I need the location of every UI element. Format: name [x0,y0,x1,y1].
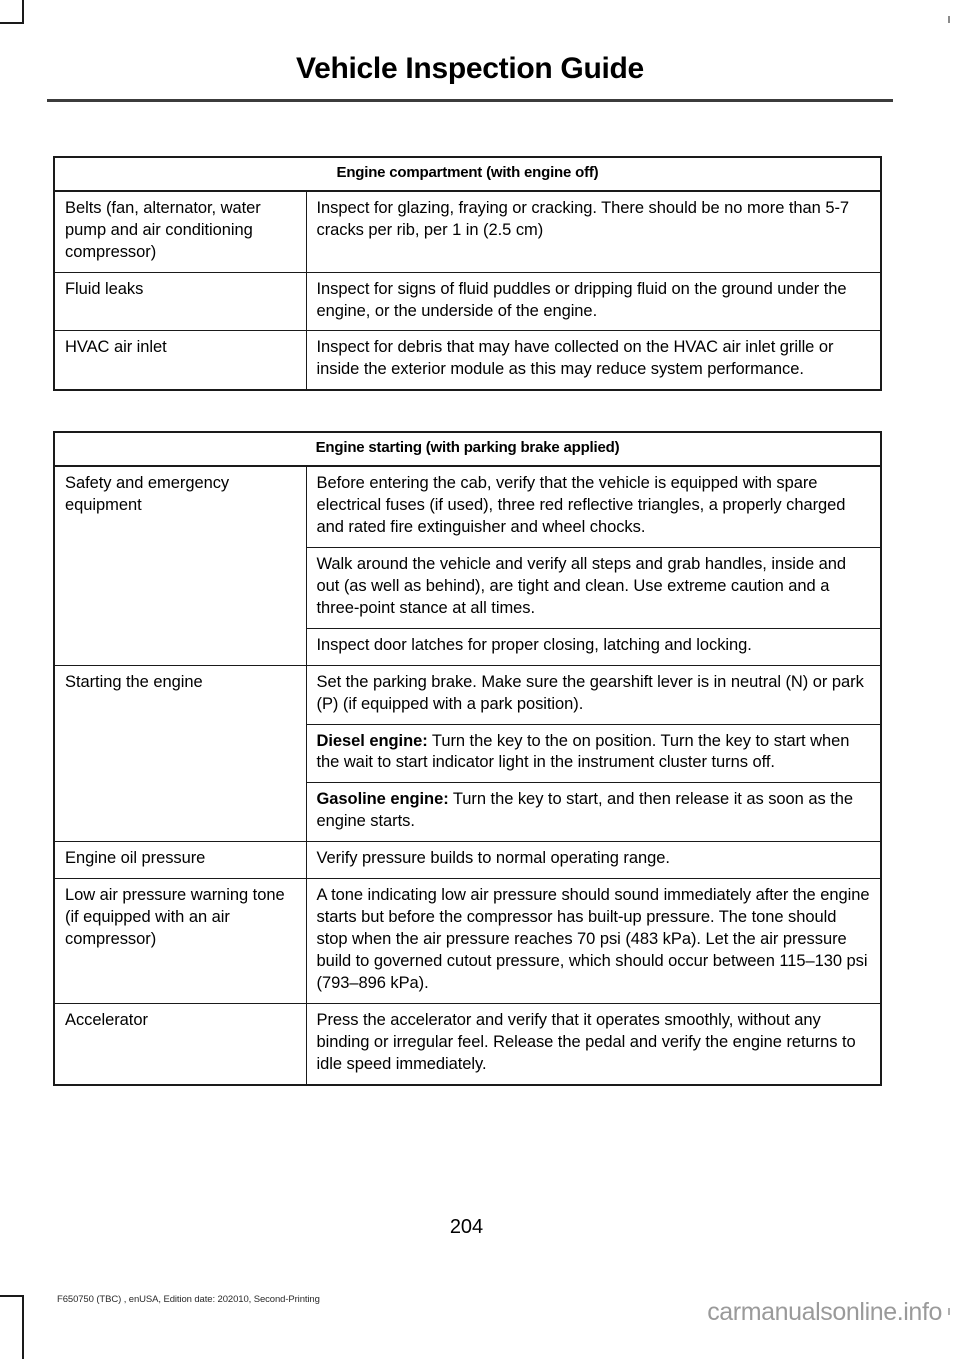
page-number: 204 [449,1216,484,1238]
crop-mark-top-right [948,16,950,23]
table-row [54,879,881,1004]
description-text: Turn the key to start, and then release it as soon as the engine starts. [316,790,853,831]
inspection-table [53,156,882,391]
description-text: Turn the key to the on position. Turn the key to start when the wait to start indicator light in the instrument cluster turns off. [316,731,850,772]
table-row [54,331,881,390]
inspection-item-description: Verify pressure builds to normal operating range. [306,842,881,879]
header-divider [47,99,893,102]
inspection-item-label: Starting the engine [54,665,306,842]
table-row [54,842,881,879]
inspection-tables-container [53,156,880,1086]
inspection-table [53,431,882,1085]
document-metadata: F650750 (TBC) , enUSA, Edition date: 202010, Second-Printing [57,1294,320,1305]
table-section-heading: Engine compartment (with engine off) [54,157,881,191]
crop-mark-top-left [0,0,24,24]
table-row [54,665,881,724]
table-section-heading: Engine starting (with parking brake applied) [54,432,881,466]
crop-mark-bottom-right [948,1308,950,1315]
table-row [54,1003,881,1084]
table-row [54,272,881,331]
inspection-item-label: Accelerator [54,1003,306,1084]
table-heading-row [54,432,881,466]
inspection-item-label: Engine oil pressure [54,842,306,879]
inspection-item-description: Walk around the vehicle and verify all steps and grab handles, inside and out (as well as behind), are tight and clean. Use extreme caution and a three-point stance at all times. [306,547,881,628]
inspection-item-label: Low air pressure warning tone (if equipped with an air compressor) [54,879,306,1004]
inspection-item-description: A tone indicating low air pressure should sound immediately after the engine starts but before the compressor has built-up pressure. The tone should stop when the air pressure reaches 70 psi (483 kPa). Let the air pressure build to governed cutout pressure, which should occur between 115–130 psi (793–896 kPa). [306,879,881,1004]
inspection-item-label: Fluid leaks [54,272,306,331]
description-lead-in: Gasoline engine: [316,790,449,809]
inspection-item-description: Inspect for glazing, fraying or cracking. There should be no more than 5-7 cracks per rib, per 1 in (2.5 cm) [306,191,881,272]
inspection-item-description [306,724,881,783]
table-row [54,466,881,547]
table-heading-row [54,157,881,191]
inspection-item-description: Inspect door latches for proper closing, latching and locking. [306,628,881,665]
inspection-item-label: Belts (fan, alternator, water pump and air conditioning compressor) [54,191,306,272]
inspection-item-description [306,783,881,842]
inspection-item-label: Safety and emergency equipment [54,466,306,665]
inspection-item-description: Set the parking brake. Make sure the gearshift lever is in neutral (N) or park (P) (if equipped with a park position). [306,665,881,724]
inspection-item-description: Press the accelerator and verify that it operates smoothly, without any binding or irregular feel. Release the pedal and verify the engine returns to idle speed immediately. [306,1003,881,1084]
inspection-item-description: Inspect for debris that may have collected on the HVAC air inlet grille or inside the exterior module as this may reduce system performance. [306,331,881,390]
page-title: Vehicle Inspection Guide [296,52,644,85]
inspection-item-description: Before entering the cab, verify that the vehicle is equipped with spare electrical fuses (if used), three red reflective triangles, a properly charged and rated fire extinguisher and wheel chocks. [306,466,881,547]
site-watermark: carmanualsonline.info [707,1298,942,1326]
inspection-item-description: Inspect for signs of fluid puddles or dripping fluid on the ground under the engine, or the underside of the engine. [306,272,881,331]
crop-mark-bottom-left [0,1295,24,1359]
description-lead-in: Diesel engine: [316,731,428,750]
page-header [47,52,893,102]
table-row [54,191,881,272]
inspection-item-label: HVAC air inlet [54,331,306,390]
